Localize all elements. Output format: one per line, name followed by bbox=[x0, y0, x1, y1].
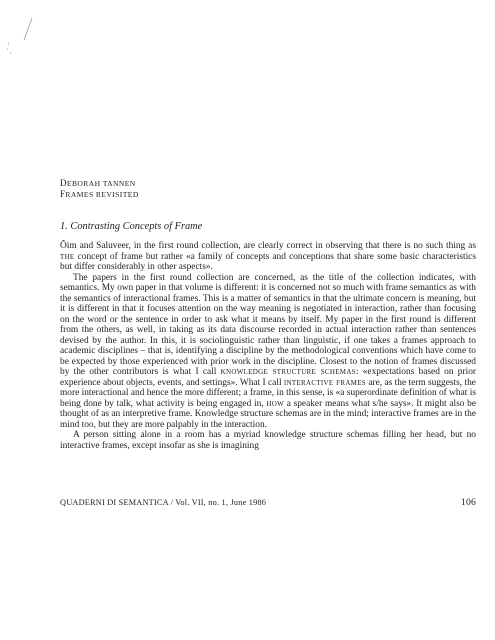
article-title: FRAMES REVISITED bbox=[60, 189, 139, 199]
small-caps-term: the bbox=[60, 251, 75, 262]
paragraph-1: Õim and Saluveer, in the first round collection, are clearly correct in observing that there is no such thing as the concept of frame but rather «a family of concepts and conceptions that share some basic characteristics but differ considerably in other aspects». bbox=[60, 241, 476, 272]
article-page bbox=[60, 178, 476, 451]
section-heading: 1. Contrasting Concepts of Frame bbox=[60, 221, 203, 232]
author-name: DEBORAH TANNEN bbox=[60, 178, 136, 188]
body-text bbox=[60, 241, 476, 451]
small-caps-term: knowledge structure schemas bbox=[220, 367, 356, 377]
page-number: 106 bbox=[461, 497, 476, 508]
paragraph-3: A person sitting alone in a room has a myriad knowledge structure schemas filling her head, but no interactive frames, except insofar as she is imagining bbox=[60, 430, 476, 451]
small-caps-term: interactive frames bbox=[283, 377, 366, 388]
journal-citation: QUADERNI DI SEMANTICA / Vol. VII, no. 1, June 1986 bbox=[60, 498, 267, 507]
small-caps-term: how bbox=[266, 398, 284, 409]
paragraph-2: The papers in the first round collection are concerned, as the title of the collection indicates, with semantics. My own paper in that volume is different: it is concerned not so much with frame semantics as with the semantics of interactional frames. This is a matter of semantics in that the ultimate concern is meaning, but it is different in that it focuses attention on the way meaning is negotiated in interaction, rather than focusing on the word or the sentence in order to ask what it means by itself. My paper in the first round is different from the others, as well, in taking as its data discourse recorded in actual interaction rather than sentences devised by the author. In this, it is sociolinguistic rather than linguistic, if one takes a frames approach to academic disciplines – that is, identifying a discipline by the methodological conventions which have come to be expected by those experienced with prior work in the discipline. Closest to the notion of frames discussed by the other contributors is what I call knowledge structure schemas: «expectations based on prior experience about objects, events, and settings». What I call interactive frames are, as the term suggests, the more interactional and hence the more different; a frame, in this sense, is «a superordinate definition of what is being done by talk, what activity is being engaged in, how a speaker means what s/he says». It might also be thought of as an interpretive frame. Knowledge structure schemas are in the mind; interactive frames are in the mind too, but they are more palpably in the interaction. bbox=[60, 272, 477, 430]
page-footer bbox=[60, 498, 476, 508]
scan-mark-icon bbox=[2, 14, 42, 56]
